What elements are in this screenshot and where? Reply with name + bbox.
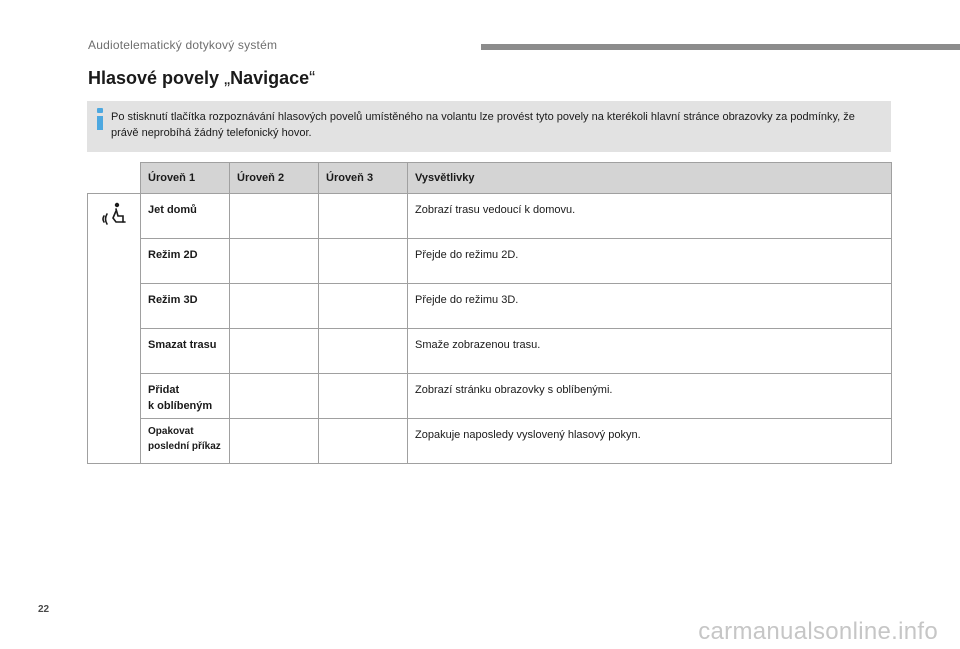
table-cell-level3 — [319, 284, 408, 329]
table-header-level2: Úroveň 2 — [230, 163, 319, 194]
page-title-term: Navigace — [230, 68, 310, 88]
table-cell-level1: Přidat k oblíbeným — [141, 374, 230, 419]
header-section-title: Audiotelematický dotykový systém — [88, 38, 278, 52]
table-cell-level3 — [319, 329, 408, 374]
info-box — [87, 101, 891, 152]
table-cell-level1: Jet domů — [141, 194, 230, 239]
table-row — [88, 239, 892, 284]
table-row — [88, 374, 892, 419]
table-cell-level3 — [319, 419, 408, 464]
table-cell-level2 — [230, 329, 319, 374]
table-row — [88, 329, 892, 374]
table-cell-explanation: Zopakuje naposledy vyslovený hlasový pokyn. — [408, 419, 892, 464]
table-cell-level1: Režim 2D — [141, 239, 230, 284]
watermark: carmanualsonline.info — [698, 618, 938, 645]
table-row — [88, 194, 892, 239]
table-cell-level2 — [230, 194, 319, 239]
table-header-row — [88, 163, 892, 194]
table-header-level3: Úroveň 3 — [319, 163, 408, 194]
table-cell-level3 — [319, 374, 408, 419]
table-header-level1: Úroveň 1 — [141, 163, 230, 194]
table-cell-explanation: Zobrazí stránku obrazovky s oblíbenými. — [408, 374, 892, 419]
info-text: Po stisknutí tlačítka rozpoznávání hlasových povelů umístěného na volantu lze provést tyto povely na kterékoli hlavní stránce obrazovky za podmínky, že právě neprobíhá žádný telefonický hovor. — [111, 111, 855, 139]
table-cell-level1: Opakovat poslední příkaz — [141, 419, 230, 464]
header-bar — [481, 44, 960, 50]
page-title — [88, 68, 315, 89]
table-row — [88, 284, 892, 329]
voice-command-icon-cell — [88, 194, 141, 464]
table-cell-level1: Režim 3D — [141, 284, 230, 329]
page-title-quote-close: “ — [309, 68, 316, 88]
voice-commands-table — [87, 162, 892, 464]
table-header-blank — [88, 163, 141, 194]
table-cell-explanation: Smaže zobrazenou trasu. — [408, 329, 892, 374]
table-header-explanation: Vysvětlivky — [408, 163, 892, 194]
table-cell-explanation: Zobrazí trasu vedoucí k domovu. — [408, 194, 892, 239]
table-row — [88, 419, 892, 464]
table-cell-level2 — [230, 239, 319, 284]
table-cell-level3 — [319, 239, 408, 284]
page-title-main: Hlasové povely — [88, 68, 225, 88]
page-number: 22 — [38, 604, 50, 615]
table-cell-level2 — [230, 284, 319, 329]
table-cell-level2 — [230, 374, 319, 419]
voice-command-icon — [101, 202, 127, 230]
table-cell-level3 — [319, 194, 408, 239]
table-cell-level1: Smazat trasu — [141, 329, 230, 374]
table-cell-explanation: Přejde do režimu 3D. — [408, 284, 892, 329]
page-title-quote-open: „ — [224, 68, 231, 88]
info-icon — [96, 108, 104, 130]
table-cell-level2 — [230, 419, 319, 464]
table-cell-explanation: Přejde do režimu 2D. — [408, 239, 892, 284]
